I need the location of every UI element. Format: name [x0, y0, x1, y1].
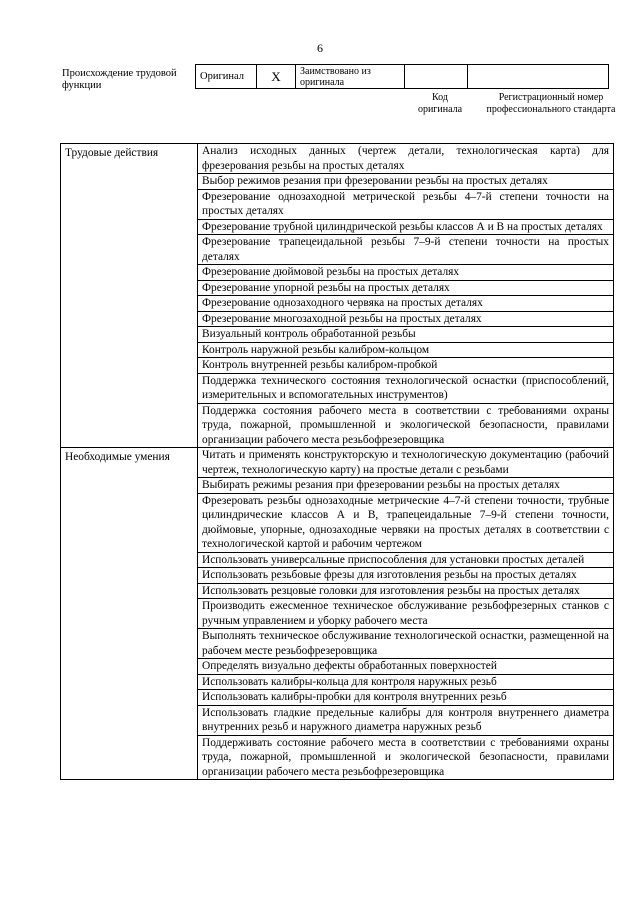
section-title: Трудовые действия [61, 144, 198, 448]
section-item: Фрезерование многозаходной резьбы на простых деталях [198, 311, 614, 327]
section-item: Фрезерование дюймовой резьбы на простых деталях [198, 265, 614, 281]
section-title: Необходимые умения [61, 448, 198, 780]
section-item: Использовать резцовые головки для изготовления резьбы на простых деталях [198, 583, 614, 599]
section-item: Визуальный контроль обработанной резьбы [198, 327, 614, 343]
section-item: Контроль внутренней резьбы калибром-пробкой [198, 358, 614, 374]
section-item: Поддерживать состояние рабочего места в соответствии с требованиями охраны труда, пожарной, промышленной и экологической безопасности, правилами организации рабочего места резьбофрезеровщика [198, 735, 614, 780]
section-item: Читать и применять конструкторскую и технологическую документацию (рабочий чертеж, технологическую карту) на простые детали с резьбами [198, 448, 614, 478]
section-item: Поддержка технического состояния технологической оснастки (приспособлений, измерительных и вспомогательных инструментов) [198, 373, 614, 403]
section-item: Фрезерование трапецеидальной резьбы 7–9-й степени точности на простых деталях [198, 235, 614, 265]
reg-number-caption: Регистрационный номер профессионального стандарта [486, 92, 616, 115]
section-item: Выбор режимов резания при фрезеровании резьбы на простых деталях [198, 174, 614, 190]
section-item: Использовать калибры-пробки для контроля внутренних резьб [198, 690, 614, 706]
section-item: Анализ исходных данных (чертеж детали, технологическая карта) для фрезерования резьбы на простых деталях [198, 144, 614, 174]
borrowed-cell: Заимствовано из оригинала [296, 65, 405, 89]
section-item: Фрезерование однозаходной метрической резьбы 4–7-й степени точности на простых деталях [198, 189, 614, 219]
section-item: Использовать калибры-кольца для контроля наружных резьб [198, 674, 614, 690]
section-item: Выполнять техническое обслуживание технологической оснастки, размещенной на рабочем месте резьбофрезеровщика [198, 629, 614, 659]
page-number: 6 [317, 41, 323, 55]
section-item: Использовать резьбовые фрезы для изготовления резьбы на простых деталях [198, 568, 614, 584]
section-item: Определять визуально дефекты обработанных поверхностей [198, 659, 614, 675]
code-cell [405, 65, 468, 89]
section-item: Производить ежесменное техническое обслуживание резьбофрезерных станков с ручным управлением и уборку рабочего места [198, 599, 614, 629]
reg-number-cell [468, 65, 609, 89]
code-caption: Код оригинала [417, 92, 463, 115]
function-table [60, 143, 614, 780]
section-item: Фрезерование однозаходного червяка на простых деталях [198, 296, 614, 312]
table-row [61, 448, 614, 478]
section-item: Фрезерование трубной цилиндрической резьбы классов А и В на простых деталях [198, 219, 614, 235]
origin-label: Происхождение трудовой функции [62, 68, 177, 91]
section-item: Выбирать режимы резания при фрезеровании резьбы на простых деталях [198, 478, 614, 494]
origin-table [195, 64, 609, 89]
original-mark: X [257, 65, 296, 89]
table-row [61, 144, 614, 174]
section-item: Поддержка состояния рабочего места в соответствии с требованиями охраны труда, пожарной, промышленной и экологической безопасности, правилами организации рабочего места резьбофрезеровщика [198, 403, 614, 448]
section-item: Фрезеровать резьбы однозаходные метрические 4–7-й степени точности, трубные цилиндрические классов А и В, трапецеидальные 7–9-й степени точности, дюймовые, упорные, однозаходные червяки на простых деталях в соответствии с технологической картой и рабочим чертежом [198, 493, 614, 552]
section-item: Контроль наружной резьбы калибром-кольцом [198, 342, 614, 358]
section-item: Использовать универсальные приспособления для установки простых деталей [198, 552, 614, 568]
section-item: Использовать гладкие предельные калибры для контроля внутреннего диаметра внутренних резьб и наружного диаметра наружных резьб [198, 705, 614, 735]
original-cell: Оригинал [196, 65, 257, 89]
section-item: Фрезерование упорной резьбы на простых деталях [198, 280, 614, 296]
